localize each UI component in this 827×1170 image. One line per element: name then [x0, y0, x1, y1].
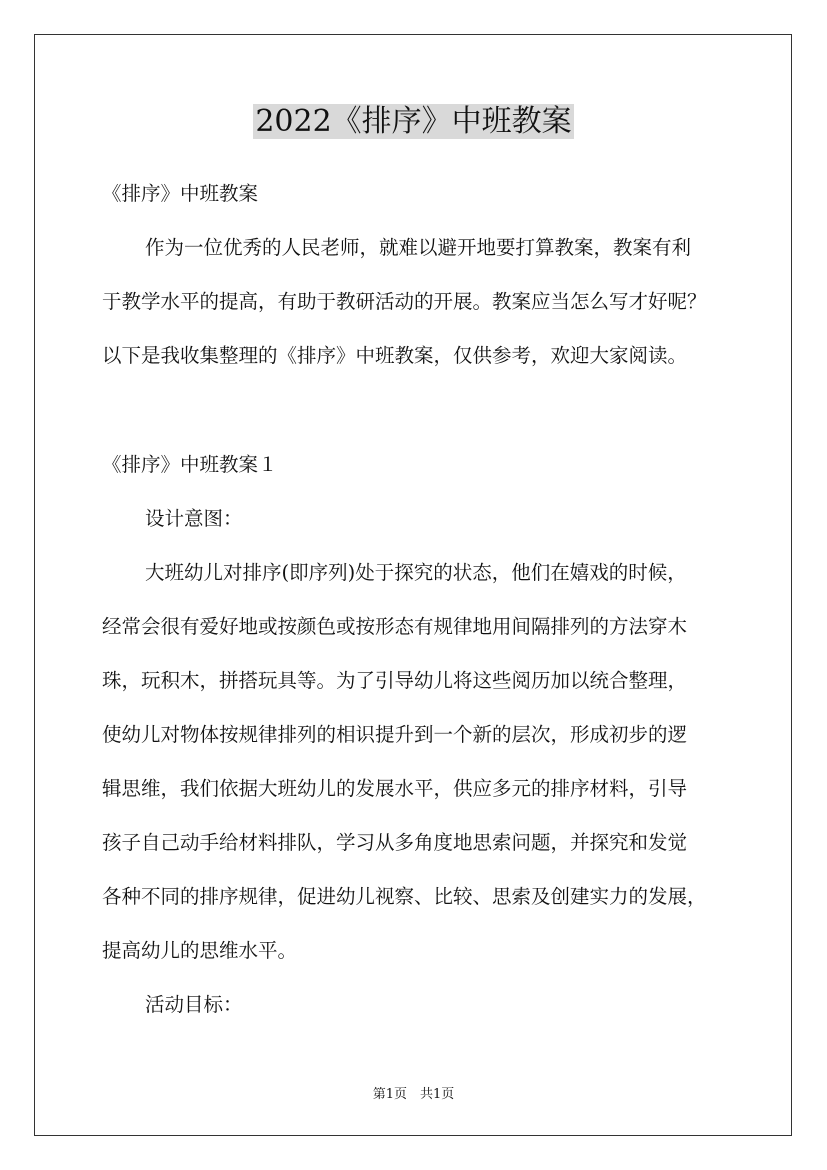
- paragraph-line: 各种不同的排序规律，促进幼儿视察、比较、思索及创建实力的发展，: [102, 885, 707, 908]
- page-footer: 第1页 共1页: [372, 1087, 455, 1102]
- paragraph-line: 孩子自己动手给材料排队，学习从多角度地思索问题，并探究和发觉: [102, 831, 688, 854]
- design-label: 设计意图：: [145, 507, 243, 530]
- intro-line-1: 作为一位优秀的人民老师，就难以避开地要打算教案，教案有利: [145, 236, 692, 259]
- paragraph-line: 珠，玩积木，拼搭玩具等。为了引导幼儿将这些阅历加以统合整理，: [102, 669, 688, 692]
- paragraph-line: 提高幼儿的思维水平。: [102, 939, 298, 962]
- document-title: 2022《排序》中班教案: [255, 104, 572, 139]
- paragraph-line: 辑思维，我们依据大班幼儿的发展水平，供应多元的排序材料，引导: [102, 777, 688, 800]
- section-heading-1: 《排序》中班教案１: [102, 453, 278, 476]
- section-heading: 《排序》中班教案: [102, 182, 259, 205]
- intro-line-3: 以下是我收集整理的《排序》中班教案，仅供参考，欢迎大家阅读。: [102, 344, 688, 367]
- paragraph-line: 经常会很有爱好地或按颜色或按形态有规律地用间隔排列的方法穿木: [102, 615, 688, 638]
- intro-line-2: 于教学水平的提高，有助于教研活动的开展。教案应当怎么写才好呢？: [102, 290, 707, 313]
- paragraph-line: 大班幼儿对排序(即序列)处于探究的状态，他们在嬉戏的时候，: [145, 561, 687, 584]
- paragraph-line: 使幼儿对物体按规律排列的相识提升到一个新的层次，形成初步的逻: [102, 723, 688, 746]
- activity-label: 活动目标：: [145, 993, 243, 1016]
